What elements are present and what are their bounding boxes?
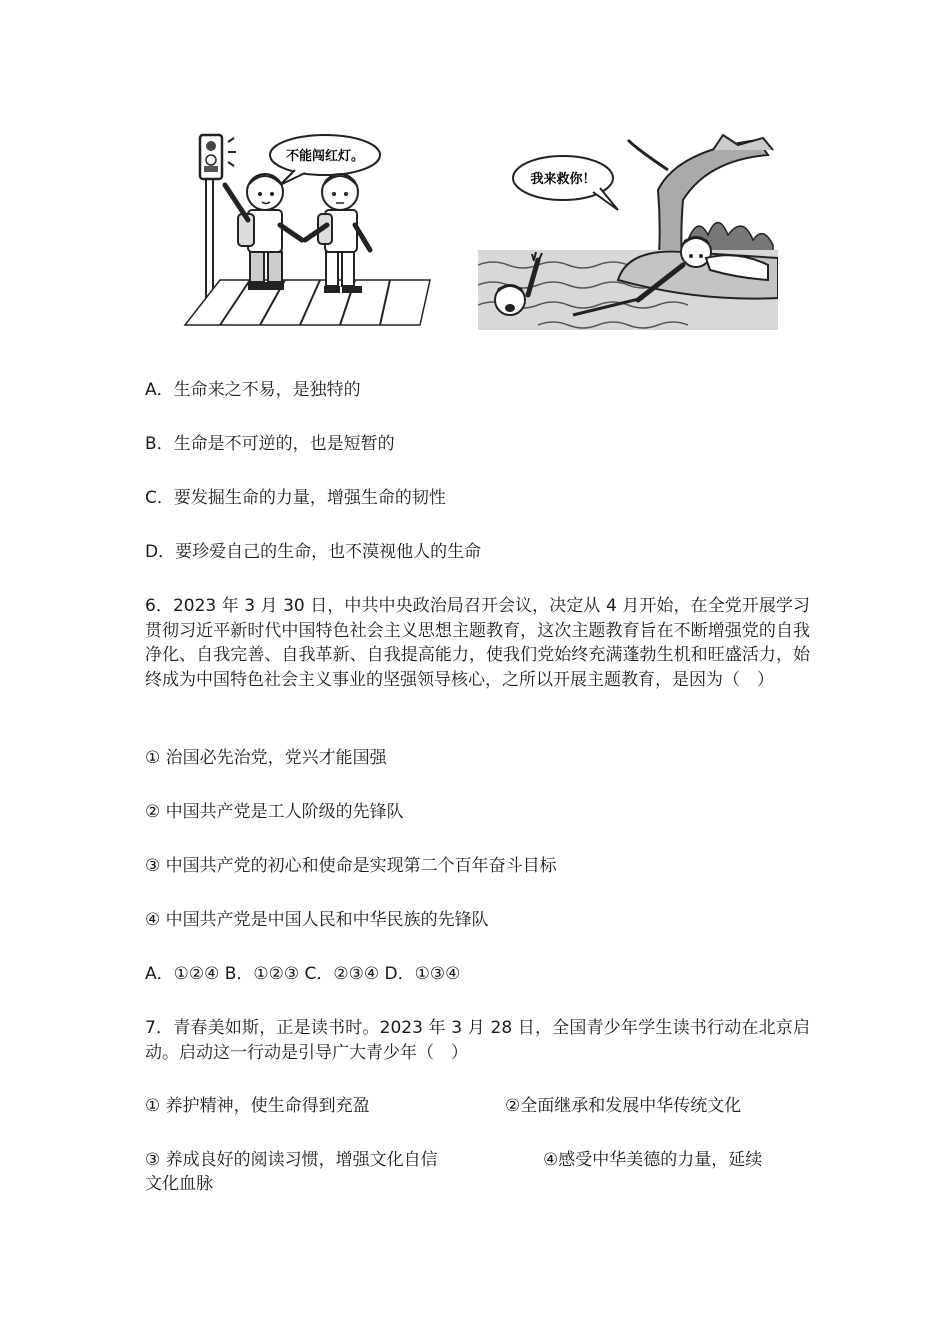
q6-answer-choices: A．①②④ B．①②③ C．②③④ D．①③④ xyxy=(145,964,461,984)
q6-statement-4: ④ 中国共产党是中国人民和中华民族的先锋队 xyxy=(145,910,489,930)
q6-statement-2: ② 中国共产党是工人阶级的先锋队 xyxy=(145,802,404,822)
q6-statement-3: ③ 中国共产党的初心和使命是实现第二个百年奋斗目标 xyxy=(145,856,557,876)
q7-statement-1: ① 养护精神，使生命得到充盈 xyxy=(145,1096,370,1116)
right-speech-text: 我来救你！ xyxy=(530,172,596,187)
q5-option-d: D．要珍爱自己的生命，也不漠视他人的生命 xyxy=(145,542,482,562)
left-speech-text: 不能闯红灯。 xyxy=(285,149,365,164)
q6-statement-1: ① 治国必先治党，党兴才能国强 xyxy=(145,748,387,768)
q5-option-c: C．要发掘生命的力量，增强生命的韧性 xyxy=(145,488,446,508)
q7-statement-2: ②全面继承和发展中华传统文化 xyxy=(505,1096,742,1116)
q7-stem: 7．青春美如斯，正是读书时。2023 年 3 月 28 日，全国青少年学生读书行动在北京启动。启动这一行动是引导广大青少年（ ） xyxy=(145,1018,810,1063)
q6-stem: 6．2023 年 3 月 30 日，中共中央政治局召开会议，决定从 4 月开始，在全党开展学习贯彻习近平新时代中国特色社会主义思想主题教育，这次主题教育旨在不断增强党的自我净化、自我完善、自我革新、自我提高能力，使我们党始终充满蓬勃生机和旺盛活力，始终成为中国特色社会主义事业的坚强领导核心，之所以开展主题教育，是因为（ ） xyxy=(145,596,810,690)
rescue-illustration xyxy=(478,130,778,330)
q7-statement-3: ③ 养成良好的阅读习惯，增强文化自信 xyxy=(145,1150,438,1170)
q7-statement-4: ④感受中华美德的力量，延续 xyxy=(543,1150,763,1170)
q5-option-a: A．生命来之不易，是独特的 xyxy=(145,380,361,400)
q5-option-b: B．生命是不可逆的，也是短暂的 xyxy=(145,434,395,454)
q7-statement-4-continued: 文化血脉 xyxy=(145,1174,213,1194)
traffic-light-illustration xyxy=(180,130,480,330)
